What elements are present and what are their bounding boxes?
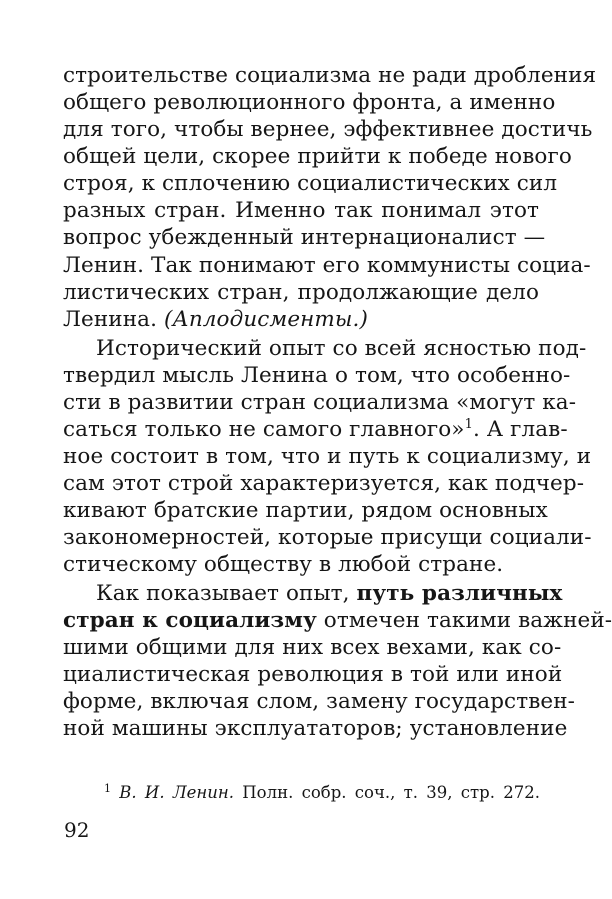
text-run: саться только не самого главного» <box>63 417 465 442</box>
text-run: Как показывает опыт, <box>96 581 357 606</box>
text-line: вопрос убежденный интернационалист — <box>63 225 546 250</box>
text-line: закономерностей, которые присущи социали- <box>63 525 592 550</box>
text-line: шими общими для них всех вехами, как со- <box>63 635 562 660</box>
text-line: листических стран, продолжающие дело <box>63 280 539 305</box>
text-line: форме, включая слом, замену государствен- <box>63 689 576 714</box>
applause-remark: (Аплодисменты.) <box>163 307 368 332</box>
bold-phrase: стран к социализму <box>63 608 317 633</box>
text-line: сти в развитии стран социализма «могут ка- <box>63 390 577 415</box>
footnote-reference[interactable]: 1 <box>464 417 473 432</box>
page-number: 92 <box>64 818 90 842</box>
text-run: . А глав- <box>472 417 568 442</box>
text-line: ной машины эксплуататоров; установление <box>63 716 568 741</box>
text-line: сам этот строй характеризуется, как подчер- <box>63 471 585 496</box>
text-run: Ленина. <box>63 307 164 332</box>
text-line: Ленин. Так понимают его коммунисты социа- <box>63 253 591 278</box>
text-line: для того, чтобы вернее, эффективнее достичь <box>63 117 593 142</box>
text-line: циалистическая революция в той или иной <box>63 662 563 687</box>
text-run: отмечен такими важней- <box>316 608 612 633</box>
text-line: твердил мысль Ленина о том, что особенно- <box>63 363 571 388</box>
text-line: стическому обществу в любой стране. <box>63 552 504 577</box>
text-line: строя, к сплочению социалистических сил <box>63 171 558 196</box>
footnote-author: В. И. Ленин. <box>119 783 234 802</box>
text-line: общей цели, скорее прийти к победе нового <box>63 144 572 169</box>
text-line <box>63 304 539 335</box>
text-line: разных стран. Именно так понимал этот <box>63 198 539 223</box>
footnote-marker: 1 <box>104 782 111 795</box>
paragraph-start-line: Исторический опыт со всей ясностью под- <box>96 336 587 361</box>
bold-phrase: путь различных <box>356 581 563 606</box>
text-line: кивают братские партии, рядом основных <box>63 498 548 523</box>
text-line: общего революционного фронта, а именно <box>63 90 556 115</box>
footnote-source: Полн. собр. соч., т. 39, стр. 272. <box>233 783 540 802</box>
text-line: строительстве социализма не ради дробления <box>63 63 597 88</box>
footnote <box>104 780 540 806</box>
text-line: ное состоит в том, что и путь к социализму, и <box>63 444 592 469</box>
